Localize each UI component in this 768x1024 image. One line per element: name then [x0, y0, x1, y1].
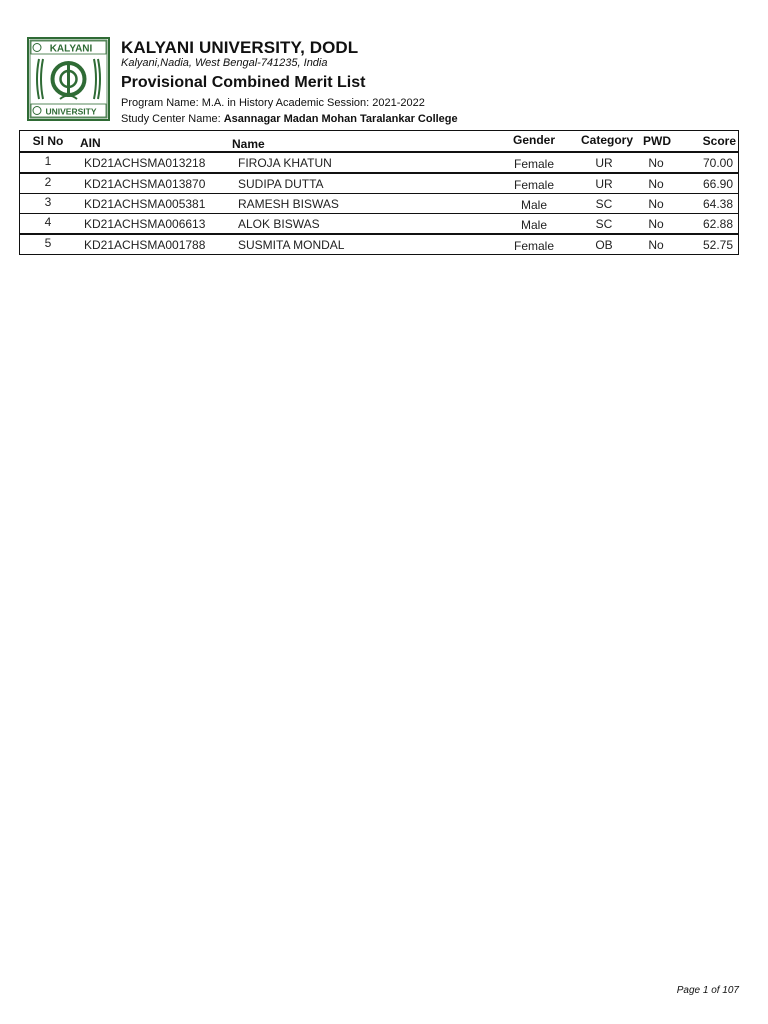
column-header-gender: Gender [512, 133, 555, 147]
logo-bottom-text: UNIVERSITY [45, 106, 97, 117]
row-divider [19, 172, 739, 174]
table-row-4-gender: Male [520, 218, 547, 232]
table-right-border [738, 130, 739, 255]
table-row-3-sl-no: 3 [44, 195, 52, 209]
table-row-2-pwd: No [648, 177, 664, 191]
row-divider [19, 233, 739, 235]
table-row-1-score: 70.00 [702, 156, 733, 170]
table-row-5-ain: KD21ACHSMA001788 [84, 238, 206, 252]
table-row-4-ain: KD21ACHSMA006613 [84, 217, 206, 231]
university-logo [27, 37, 110, 121]
table-row-5-name: SUSMITA MONDAL [238, 238, 345, 252]
merit-list-title: Provisional Combined Merit List [121, 74, 366, 91]
table-top-border [19, 130, 739, 131]
column-header-ain: AIN [80, 136, 101, 150]
table-row-5-sl-no: 5 [44, 236, 52, 250]
table-row-2-gender: Female [513, 178, 554, 192]
table-row-4-sl-no: 4 [44, 215, 52, 229]
column-header-name: Name [232, 137, 265, 151]
table-row-1-pwd: No [648, 156, 664, 170]
table-row-1-sl-no: 1 [44, 154, 52, 168]
column-header-sl-no: Sl No [32, 134, 64, 148]
table-row-2-sl-no: 2 [44, 175, 52, 189]
header-divider [19, 151, 739, 153]
table-row-1-name: FIROJA KHATUN [238, 156, 332, 170]
table-row-3-gender: Male [520, 198, 547, 212]
table-row-5-gender: Female [513, 239, 554, 253]
table-row-4-category: SC [595, 217, 613, 231]
column-header-category: Category [580, 133, 633, 147]
study-center-line [121, 113, 458, 125]
table-row-1-gender: Female [513, 157, 554, 171]
page-number: Page 1 of 107 [676, 985, 739, 996]
table-row-2-name: SUDIPA DUTTA [238, 177, 324, 191]
table-row-4-pwd: No [648, 217, 664, 231]
table-bottom-border [19, 254, 739, 255]
university-address: Kalyani,Nadia, West Bengal-741235, India [121, 57, 328, 69]
table-row-4-name: ALOK BISWAS [238, 217, 320, 231]
study-center-label: Study Center Name: [121, 113, 221, 125]
column-header-score: Score [702, 134, 736, 148]
table-row-1-ain: KD21ACHSMA013218 [84, 156, 206, 170]
table-row-3-pwd: No [648, 197, 664, 211]
table-row-4-score: 62.88 [702, 217, 733, 231]
column-header-pwd: PWD [643, 134, 671, 148]
study-center-name: Asannagar Madan Mohan Taralankar College [223, 113, 458, 125]
table-row-3-score: 64.38 [702, 197, 733, 211]
table-row-5-pwd: No [648, 238, 664, 252]
table-row-2-category: UR [595, 177, 613, 191]
table-row-2-score: 66.90 [702, 177, 733, 191]
table-row-5-score: 52.75 [702, 238, 733, 252]
table-row-3-name: RAMESH BISWAS [238, 197, 339, 211]
row-divider [19, 193, 739, 194]
table-row-3-ain: KD21ACHSMA005381 [84, 197, 206, 211]
table-row-5-category: OB [595, 238, 613, 252]
row-divider [19, 213, 739, 214]
logo-top-text: KALYANI [49, 43, 93, 55]
table-row-1-category: UR [595, 156, 613, 170]
table-row-2-ain: KD21ACHSMA013870 [84, 177, 206, 191]
table-row-3-category: SC [595, 197, 613, 211]
university-title: KALYANI UNIVERSITY, DODL [121, 38, 359, 57]
program-line: Program Name: M.A. in History Academic Session: 2021-2022 [121, 97, 425, 109]
